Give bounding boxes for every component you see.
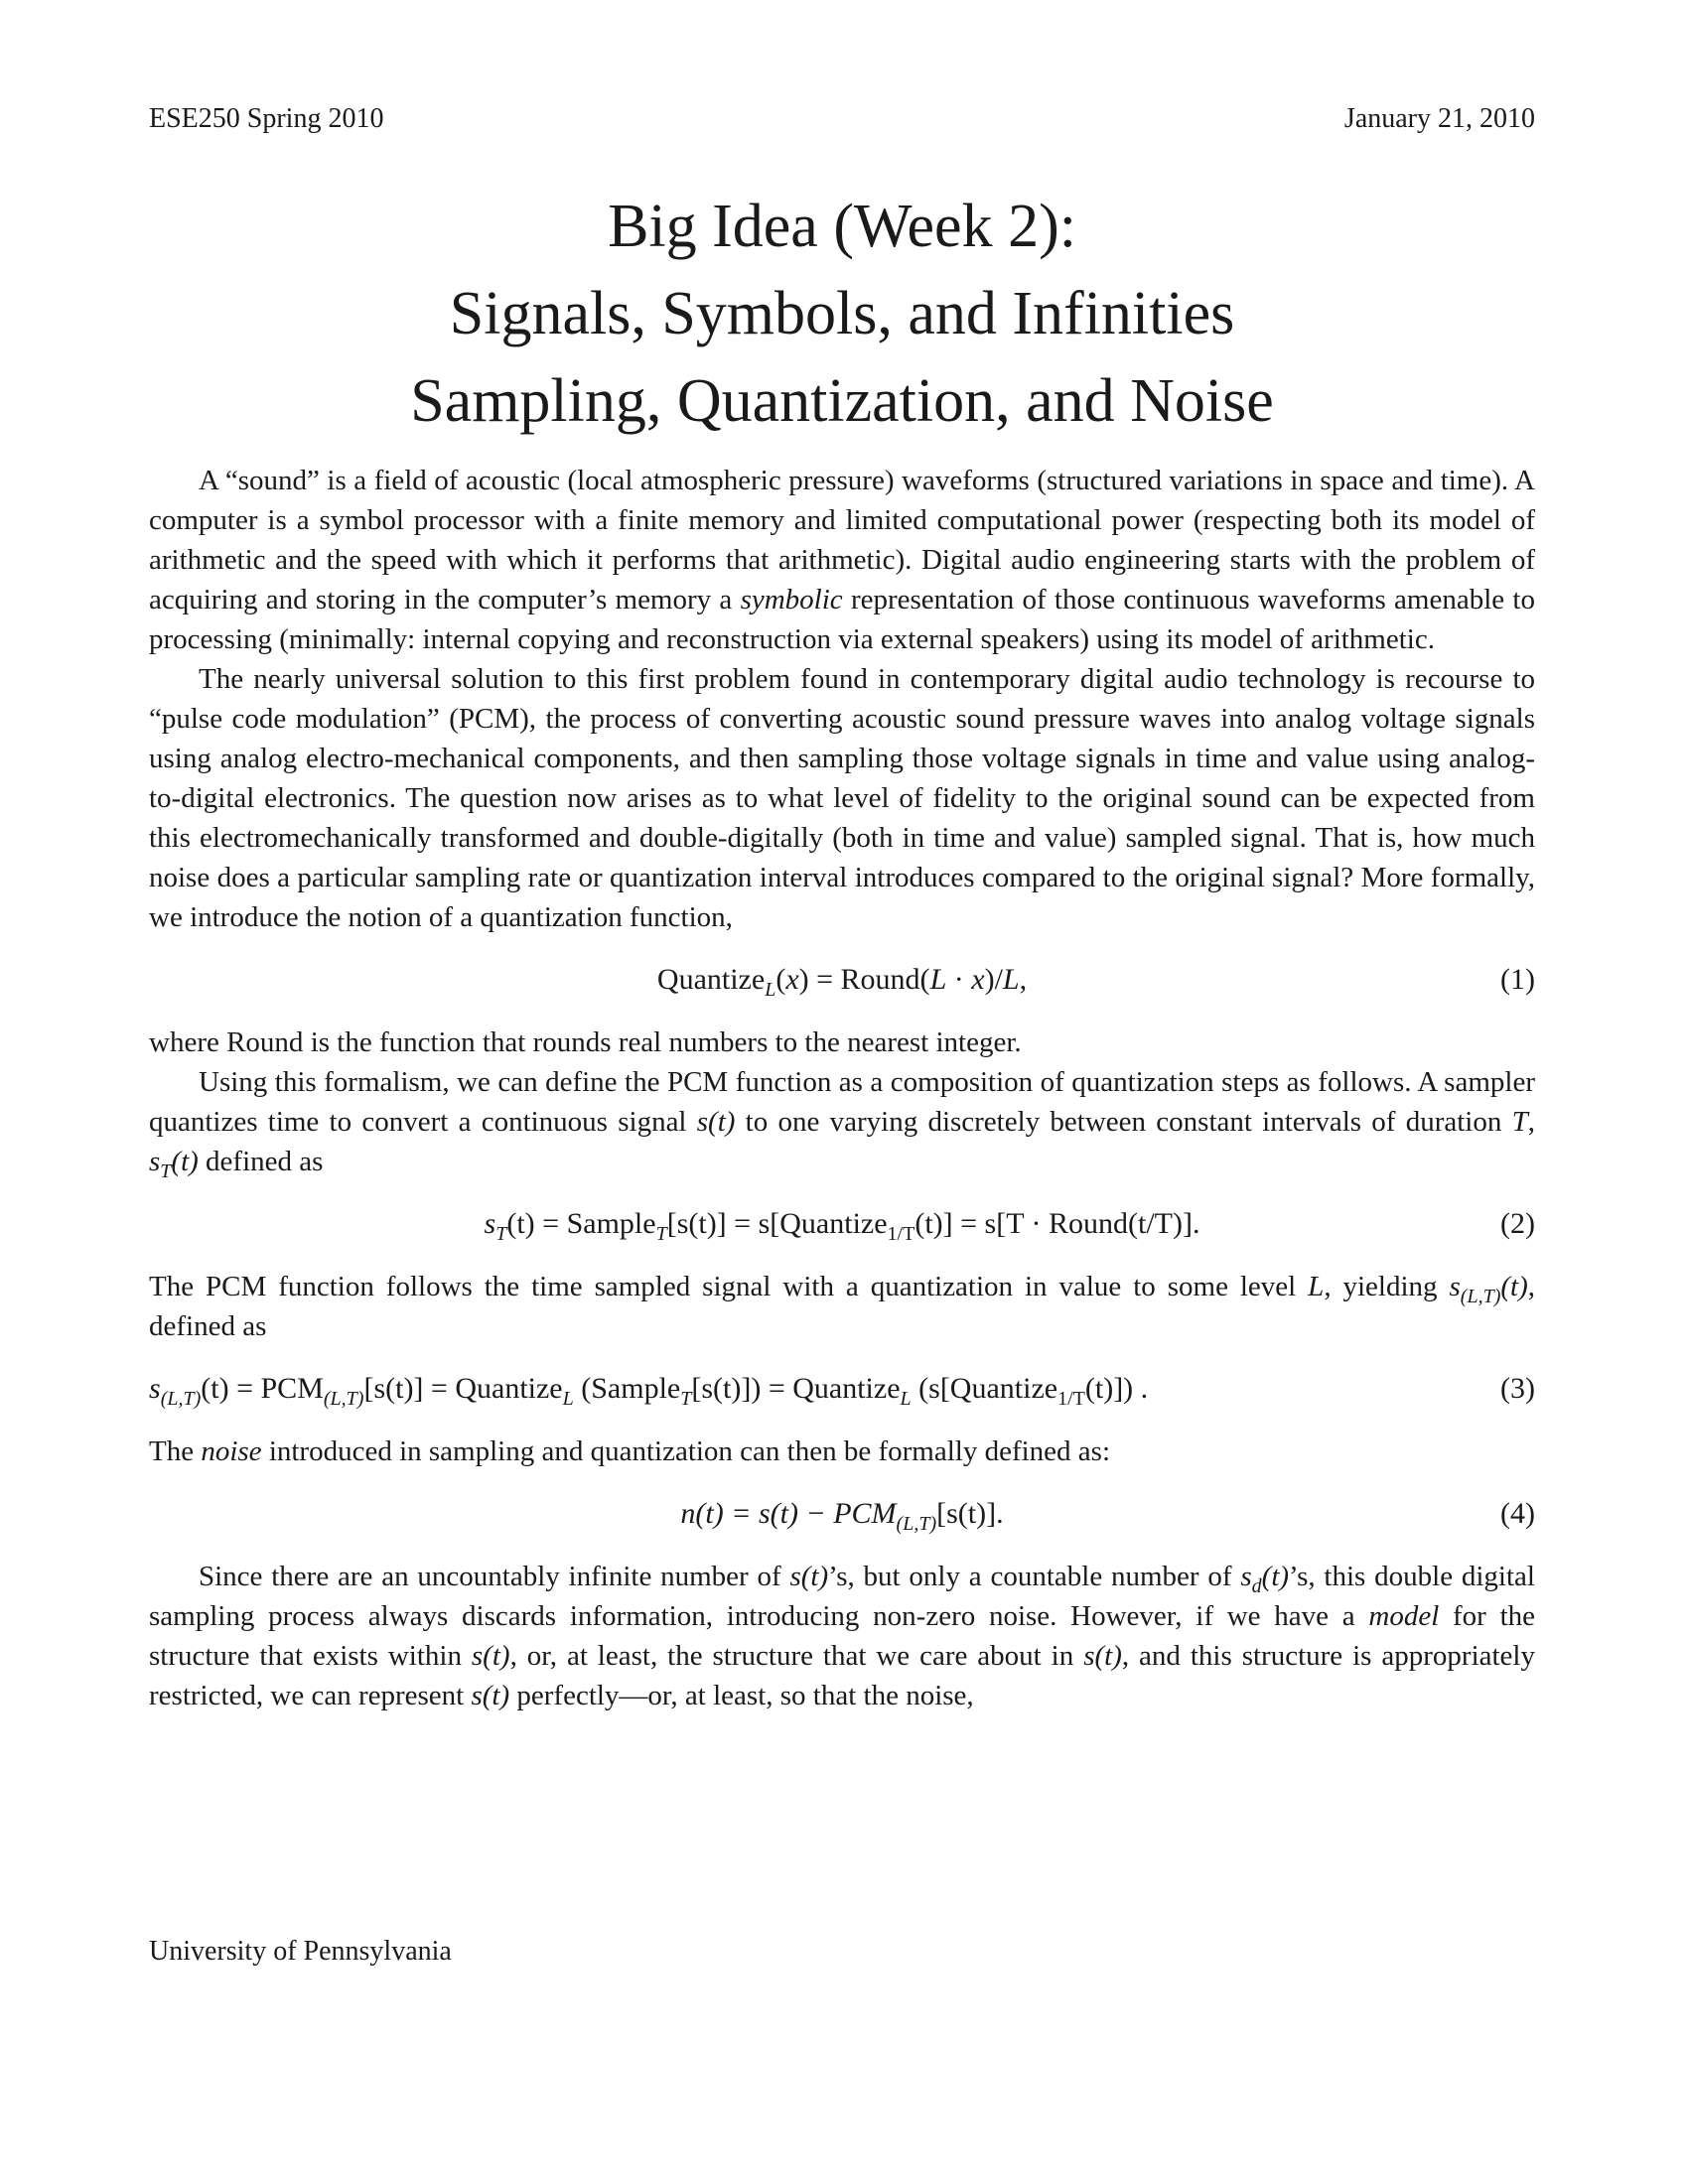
paragraph-5: The noise introduced in sampling and quantization can then be formally defined as: <box>149 1435 1111 1467</box>
equation-1-body: Quantize$_L$(x) = Round(L · x)/L, <box>656 963 1028 1001</box>
paragraph-6: Since there are an uncountably infinite number of s(t)’s, but only a countable number of $s_d(t)’s$, this double digital sampling process always discards information, introducing non-zero noise. However, if we have a model for the structure that exists within s(t), or, at least, the structure that we care about in s(t), and this structure is appropriately restricted, we can represent s(t) perfectly—or, at least, so that the noise, <box>149 1561 1536 1711</box>
equation-4 <box>149 1471 1535 1557</box>
equation-2 <box>149 1181 1535 1267</box>
paragraph-1: A “sound” is a field of acoustic (local atmospheric pressure) waveforms (structured variations in space and time). A computer is a symbol processor with a finite memory and limited computational power (respecting both its model of arithmetic and the speed with which it performs that arithmetic). Digital audio engineering starts with the problem of acquiring and storing in the computer’s memory a symbolic representation of those continuous waveforms amenable to processing (minimally: internal copying and reconstruction via external speakers) using its model of arithmetic. <box>149 465 1535 655</box>
date-label: January 21, 2010 <box>1343 103 1535 134</box>
title-line-2: Signals, Symbols, and Infinities <box>449 280 1235 347</box>
emphasis-symbolic: symbolic <box>740 584 843 615</box>
paragraph-3: Using this formalism, we can define the PCM function as a composition of quantization steps as follows. A sampler quantizes time to convert a continuous signal s(t) to one varying discretely between constant intervals of duration T, $s_T(t)$ defined as <box>149 1066 1535 1182</box>
document-page <box>149 99 1535 2085</box>
emphasis-noise: noise <box>201 1435 262 1467</box>
equation-1 <box>149 937 1535 1023</box>
title-line-1: Big Idea (Week 2): <box>608 193 1076 260</box>
title-line-3: Sampling, Quantization, and Noise <box>410 367 1274 435</box>
equation-4-body: $n(t) = s(t) - PCM_{(L,T)}[s(t)]$. <box>680 1497 1004 1535</box>
footer-institution: University of Pennsylvania <box>149 1936 452 1967</box>
equation-2-body: $s_T(t)$ = Sample$_T$[s(t)] = s[Quantize$_{1/T}$(t)] = s[T · Round(t/T)]. <box>484 1207 1200 1245</box>
paragraph-where-round: where Round is the function that rounds real numbers to the nearest integer. <box>149 1026 1022 1058</box>
equation-2-number: (2) <box>1500 1207 1535 1240</box>
equation-3-body: $s_{(L,T)}(t) = PCM_{(L,T)}[s(t)]$ = Quantize$_L$ (Sample$_T$[s(t)]) = Quantize$_L$ (s[Quantize$_{1/T}$(t)]) . <box>149 1372 1149 1410</box>
emphasis-model: model <box>1368 1600 1440 1632</box>
equation-1-number: (1) <box>1500 963 1535 996</box>
body-text <box>149 461 1535 1715</box>
equation-4-number: (4) <box>1500 1497 1535 1530</box>
paragraph-2: The nearly universal solution to this first problem found in contemporary digital audio technology is recourse to “pulse code modulation” (PCM), the process of converting acoustic sound pressure waves into analog voltage signals using analog electro-mechanical components, and then sampling those voltage signals in time and value using analog-to-digital electronics. The question now arises as to what level of fidelity to the original sound can be expected from this electromechanically transformed and double-digitally (both in time and value) sampled signal. That is, how much noise does a particular sampling rate or quantization interval introduces compared to the original signal? More formally, we introduce the notion of a quantization function, <box>149 663 1535 933</box>
document-title <box>149 183 1535 445</box>
paragraph-4: The PCM function follows the time sampled signal with a quantization in value to some level L, yielding $s_{(L,T)}(t)$, defined as <box>149 1271 1535 1342</box>
course-label: ESE250 Spring 2010 <box>149 103 384 134</box>
equation-3 <box>149 1346 1535 1432</box>
equation-3-number: (3) <box>1500 1372 1535 1405</box>
